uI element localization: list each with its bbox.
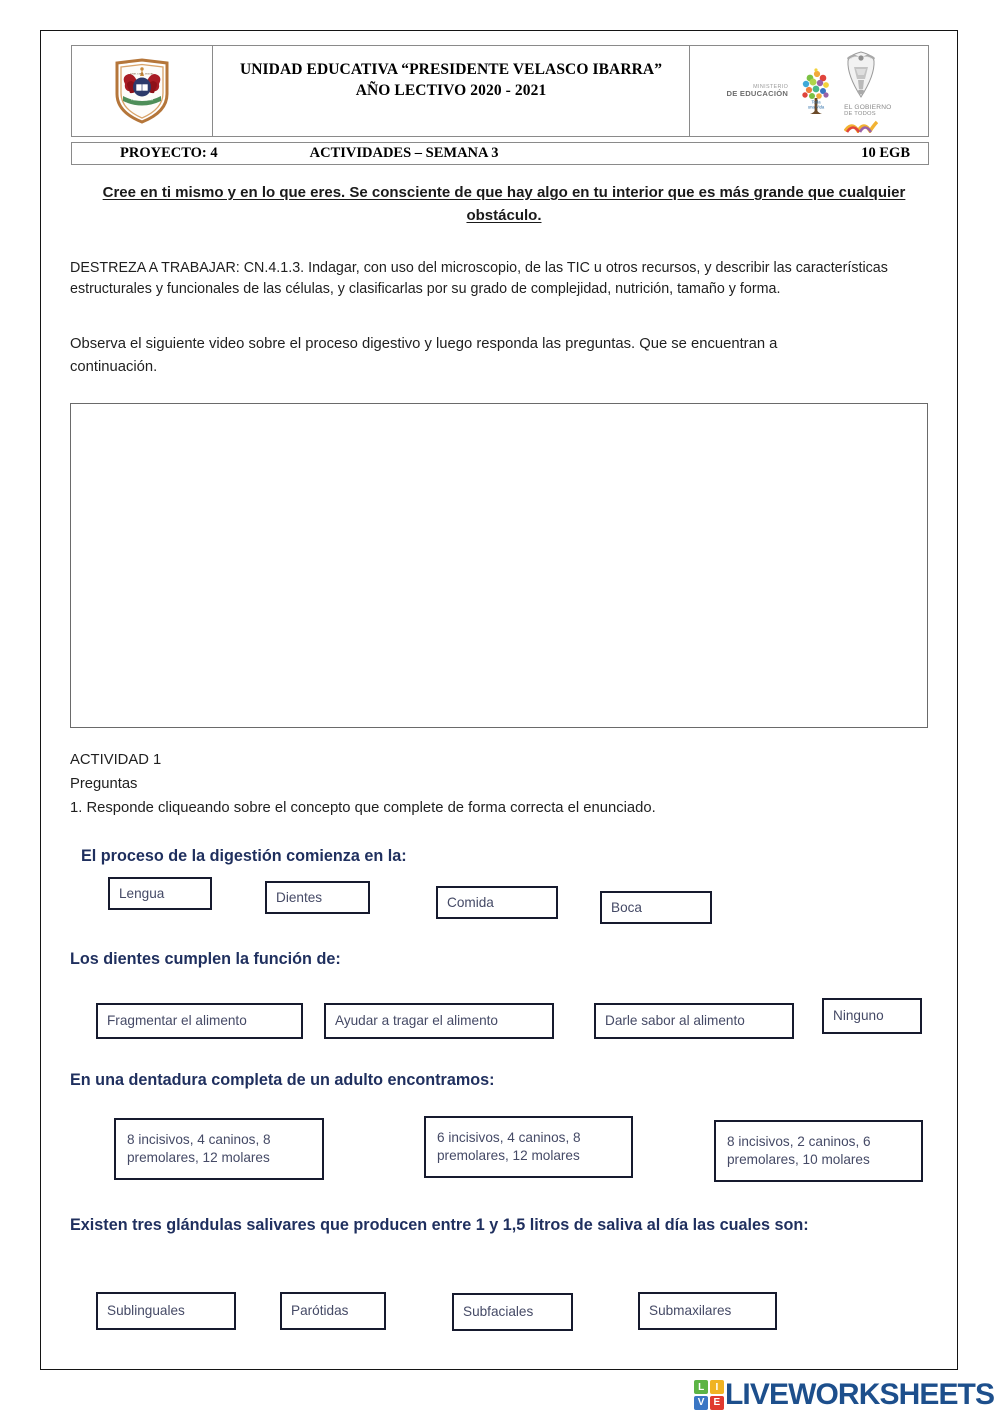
question-group-3 [70, 1069, 950, 1167]
question-2-option-ninguno[interactable]: Ninguno [822, 998, 922, 1034]
question-4-option-parotidas[interactable]: Parótidas [280, 1292, 386, 1330]
question-2-option-fragmentar[interactable]: Fragmentar el alimento [96, 1003, 303, 1039]
live-cell-e: E [710, 1396, 724, 1410]
svg-text:VELASCO IBARRA: VELASCO IBARRA [130, 98, 154, 102]
question-1-title: El proceso de la digestión comienza en la: [81, 847, 407, 865]
question-3-title: En una dentadura completa de un adulto encontramos: [70, 1071, 495, 1089]
activity-block [70, 749, 910, 821]
live-cell-l: L [694, 1380, 708, 1394]
question-2-option-ayudar-tragar[interactable]: Ayudar a tragar el alimento [324, 1003, 554, 1039]
activity-instruction: 1. Responde cliqueando sobre el concepto que complete de forma correcta el enunciado. [70, 799, 656, 816]
question-3-option-b[interactable] [424, 1116, 633, 1178]
ministry-line2: DE EDUCACIÓN [726, 88, 789, 98]
ecuador-coat-of-arms-icon [844, 49, 878, 101]
question-4-option-subfaciales[interactable]: Subfaciales [452, 1293, 573, 1331]
school-title-line1: UNIDAD EDUCATIVA “PRESIDENTE VELASCO IBARRA” [239, 61, 663, 78]
question-1-option-comida[interactable]: Comida [436, 886, 558, 919]
activity-subheading: Preguntas [70, 775, 138, 792]
live-cell-v: V [694, 1396, 708, 1410]
question-group-1 [81, 845, 941, 915]
question-3-option-c-line2: premolares, 10 molares [727, 1152, 870, 1167]
question-4-title: Existen tres glándulas salivares que producen entre 1 y 1,5 litros de saliva al día las cuales son: [70, 1216, 809, 1234]
ministry-line1: MINISTERIO [753, 83, 789, 90]
svg-text:UNID. EDUC. PRESID.: UNID. EDUC. PRESID. [130, 72, 154, 76]
question-3-option-a[interactable] [114, 1118, 324, 1180]
embedded-video-placeholder[interactable] [70, 403, 928, 728]
question-3-option-b-line1: 6 incisivos, 4 caninos, 8 [437, 1130, 581, 1146]
question-group-2 [70, 948, 950, 1029]
project-info-bar [71, 142, 929, 165]
grade-level: 10 EGB [861, 145, 910, 161]
government-line1: EL GOBIERNO [844, 103, 892, 111]
live-cell-i: I [710, 1380, 724, 1394]
question-3-option-a-line1: 8 incisivos, 4 caninos, 8 [127, 1132, 271, 1148]
school-crest-icon [113, 58, 171, 124]
question-1-option-boca[interactable]: Boca [600, 891, 712, 924]
header-ministry-cell [690, 46, 928, 136]
skill-objective-text: DESTREZA A TRABAJAR: CN.4.1.3. Indagar, con uso del microscopio, de las TIC u otros recursos, y describir las características estructurales y funcionales de las células, y clasificarlas por su grado de complejidad, nutrición, tamaño y forma. [70, 260, 888, 297]
video-instruction-text: Observa el siguiente video sobre el proceso digestivo y luego responda las preguntas. Que se encuentran a continuación. [70, 336, 778, 375]
toda-una-vida-tree-icon [796, 65, 836, 117]
question-group-4 [70, 1214, 910, 1320]
project-number: PROYECTO: 4 [120, 145, 218, 161]
liveworksheets-footer-logo[interactable] [694, 1378, 994, 1412]
question-2-option-darle-sabor[interactable]: Darle sabor al alimento [594, 1003, 794, 1039]
svg-text:una Vida: una Vida [807, 104, 825, 110]
question-3-option-c[interactable] [714, 1120, 923, 1182]
government-line2: DE TODOS [844, 110, 876, 117]
ministry-text [726, 84, 788, 99]
page-frame [40, 30, 958, 1370]
question-1-option-dientes[interactable]: Dientes [265, 881, 370, 914]
question-2-title: Los dientes cumplen la función de: [70, 950, 341, 968]
svg-text:Toda: Toda [811, 99, 821, 105]
government-logo-group [844, 49, 891, 134]
question-1-option-lengua[interactable]: Lengua [108, 877, 212, 910]
activity-heading: ACTIVIDAD 1 [70, 752, 162, 768]
question-3-option-b-line2: premolares, 12 molares [437, 1148, 580, 1163]
document-header-table [71, 45, 929, 137]
live-logo-icon [694, 1380, 724, 1410]
question-3-option-c-line1: 8 incisivos, 2 caninos, 6 [727, 1134, 871, 1150]
header-title-cell [213, 46, 690, 136]
liveworksheets-wordmark: LIVEWORKSHEETS [725, 1378, 995, 1411]
header-logo-cell [72, 46, 213, 136]
government-text [844, 104, 891, 118]
motivational-motto: Cree en ti mismo y en lo que eres. Se consciente de que hay algo en tu interior que es más grande que cualquier obstáculo. [102, 184, 906, 225]
question-4-option-submaxilares[interactable]: Submaxilares [638, 1292, 777, 1330]
government-swoosh-icon [844, 120, 878, 133]
question-4-option-sublinguales[interactable]: Sublinguales [96, 1292, 236, 1330]
activities-week: ACTIVIDADES – SEMANA 3 [309, 145, 499, 161]
school-title-line2: AÑO LECTIVO 2020 - 2021 [355, 82, 547, 100]
question-3-option-a-line2: premolares, 12 molares [127, 1150, 270, 1165]
